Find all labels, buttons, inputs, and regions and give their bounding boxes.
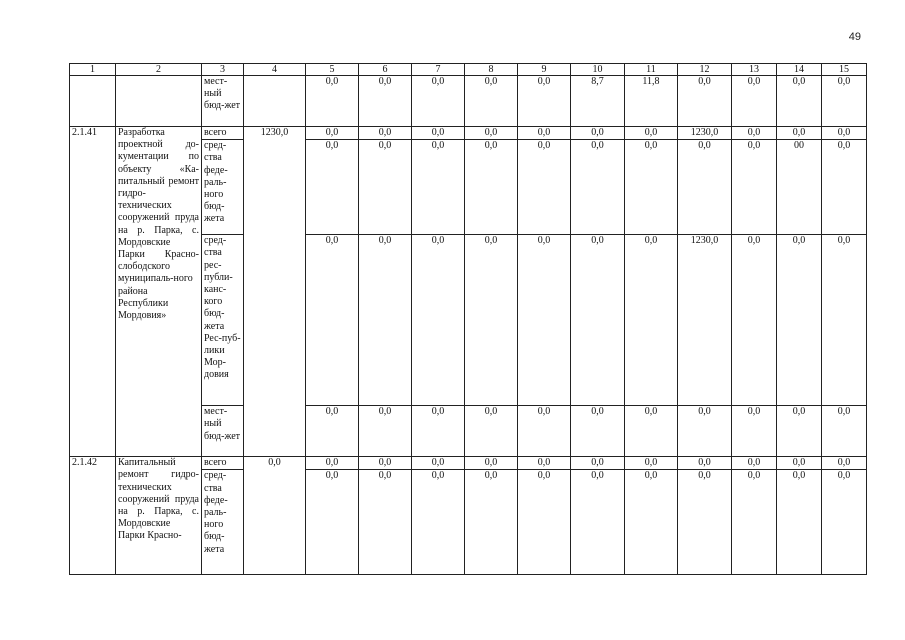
value-cell: 0,0 (359, 406, 412, 457)
header-row (70, 64, 867, 76)
value-cell: 00 (777, 140, 822, 235)
value-cell: 0,0 (518, 470, 571, 575)
value-cell: 0,0 (732, 140, 777, 235)
value-cell: 0,0 (732, 406, 777, 457)
value-cell: 0,0 (777, 470, 822, 575)
value-cell: 0,0 (518, 457, 571, 470)
value-cell: 0,0 (732, 470, 777, 575)
value-cell: 0,0 (822, 457, 867, 470)
value-cell: 0,0 (465, 457, 518, 470)
column-header: 15 (822, 64, 867, 76)
total-cell (244, 76, 306, 127)
value-cell: 11,8 (625, 76, 678, 127)
column-header: 11 (625, 64, 678, 76)
value-cell: 0,0 (678, 406, 732, 457)
column-header: 10 (571, 64, 625, 76)
column-header: 8 (465, 64, 518, 76)
value-cell: 0,0 (359, 140, 412, 235)
value-cell: 0,0 (359, 470, 412, 575)
value-cell: 0,0 (359, 127, 412, 140)
value-cell: 0,0 (412, 140, 465, 235)
column-header: 2 (116, 64, 202, 76)
table-row (70, 76, 867, 127)
value-cell: 0,0 (306, 235, 359, 406)
value-cell: 1230,0 (678, 235, 732, 406)
funding-source-cell: всего (202, 457, 244, 470)
column-header: 7 (412, 64, 465, 76)
value-cell: 0,0 (359, 457, 412, 470)
column-header: 9 (518, 64, 571, 76)
value-cell: 0,0 (822, 127, 867, 140)
value-cell: 0,0 (359, 235, 412, 406)
item-number-cell: 2.1.42 (70, 457, 116, 575)
value-cell: 0,0 (571, 406, 625, 457)
value-cell: 0,0 (777, 457, 822, 470)
value-cell: 0,0 (306, 140, 359, 235)
table-row (70, 127, 867, 140)
value-cell: 0,0 (822, 76, 867, 127)
total-cell: 0,0 (244, 457, 306, 575)
value-cell: 0,0 (732, 76, 777, 127)
value-cell: 0,0 (306, 406, 359, 457)
value-cell: 8,7 (571, 76, 625, 127)
value-cell: 0,0 (465, 406, 518, 457)
value-cell: 0,0 (678, 470, 732, 575)
value-cell: 0,0 (822, 235, 867, 406)
value-cell: 0,0 (465, 76, 518, 127)
column-header: 14 (777, 64, 822, 76)
item-number-cell (70, 76, 116, 127)
value-cell: 0,0 (625, 235, 678, 406)
value-cell: 0,0 (412, 127, 465, 140)
value-cell: 0,0 (571, 140, 625, 235)
value-cell: 0,0 (465, 140, 518, 235)
value-cell: 0,0 (465, 470, 518, 575)
budget-table (69, 63, 867, 575)
value-cell: 0,0 (571, 127, 625, 140)
column-header: 3 (202, 64, 244, 76)
value-cell: 0,0 (777, 76, 822, 127)
value-cell: 0,0 (306, 457, 359, 470)
column-header: 12 (678, 64, 732, 76)
value-cell: 0,0 (412, 457, 465, 470)
value-cell: 0,0 (518, 235, 571, 406)
value-cell: 0,0 (518, 406, 571, 457)
column-header: 6 (359, 64, 412, 76)
item-name-cell: Капитальный ремонт гидро-технических сооружений пруда на р. Парка, с. Мордовские Парки Красно- (116, 457, 202, 575)
value-cell: 0,0 (571, 235, 625, 406)
value-cell: 0,0 (777, 406, 822, 457)
value-cell: 0,0 (625, 457, 678, 470)
value-cell: 1230,0 (678, 127, 732, 140)
page-number: 49 (848, 31, 861, 43)
funding-source-cell: сред-ства феде-раль-ного бюд-жета (202, 470, 244, 575)
value-cell: 0,0 (732, 127, 777, 140)
column-header: 4 (244, 64, 306, 76)
value-cell: 0,0 (678, 457, 732, 470)
value-cell: 0,0 (777, 127, 822, 140)
table-row (70, 457, 867, 470)
value-cell: 0,0 (678, 140, 732, 235)
value-cell: 0,0 (625, 470, 678, 575)
value-cell: 0,0 (822, 470, 867, 575)
value-cell: 0,0 (412, 406, 465, 457)
column-header: 5 (306, 64, 359, 76)
value-cell: 0,0 (518, 76, 571, 127)
value-cell: 0,0 (359, 76, 412, 127)
item-name-cell (116, 76, 202, 127)
funding-source-cell: всего (202, 127, 244, 140)
funding-source-cell: сред-ства рес-публи-канс-кого бюд-жета Рес-пуб-лики Мор-довия (202, 235, 244, 406)
column-header: 1 (70, 64, 116, 76)
total-cell: 1230,0 (244, 127, 306, 457)
value-cell: 0,0 (625, 406, 678, 457)
value-cell: 0,0 (518, 140, 571, 235)
funding-source-cell: сред-ства феде-раль-ного бюд-жета (202, 140, 244, 235)
value-cell: 0,0 (732, 235, 777, 406)
value-cell: 0,0 (777, 235, 822, 406)
value-cell: 0,0 (306, 127, 359, 140)
value-cell: 0,0 (465, 127, 518, 140)
column-header: 13 (732, 64, 777, 76)
value-cell: 0,0 (518, 127, 571, 140)
value-cell: 0,0 (306, 470, 359, 575)
value-cell: 0,0 (412, 235, 465, 406)
value-cell: 0,0 (625, 127, 678, 140)
item-name-cell: Разработка проектной до-кументации по объекту «Ка-питальный ремонт гидро-технических сооружений пруда на р. Парка, с. Мордовские Парки Красно-слободского муниципаль-ного района Республики Мордовия» (116, 127, 202, 457)
funding-source-cell: мест-ный бюд-жет (202, 76, 244, 127)
funding-source-cell: мест-ный бюд-жет (202, 406, 244, 457)
value-cell: 0,0 (571, 457, 625, 470)
value-cell: 0,0 (412, 470, 465, 575)
value-cell: 0,0 (678, 76, 732, 127)
value-cell: 0,0 (822, 406, 867, 457)
value-cell: 0,0 (625, 140, 678, 235)
value-cell: 0,0 (822, 140, 867, 235)
item-number-cell: 2.1.41 (70, 127, 116, 457)
value-cell: 0,0 (306, 76, 359, 127)
value-cell: 0,0 (465, 235, 518, 406)
value-cell: 0,0 (571, 470, 625, 575)
value-cell: 0,0 (412, 76, 465, 127)
value-cell: 0,0 (732, 457, 777, 470)
